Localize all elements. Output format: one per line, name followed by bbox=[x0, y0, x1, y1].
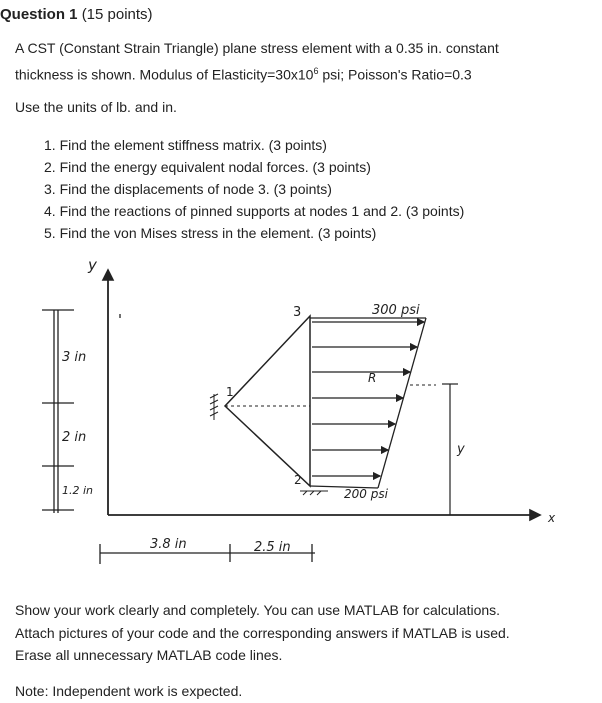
task-item: 5. Find the von Mises stress in the element. (3 points) bbox=[44, 225, 377, 241]
node2-label: 2 bbox=[294, 473, 302, 487]
dim-2-in: 2 in bbox=[62, 430, 87, 445]
footer-line-1: Show your work clearly and completely. You can use MATLAB for calculations. bbox=[15, 602, 501, 618]
cst-triangle bbox=[225, 316, 310, 486]
right-dimension bbox=[442, 384, 458, 515]
bottom-load-label: 200 psi bbox=[344, 487, 388, 501]
node3-label: 3 bbox=[293, 305, 302, 320]
node1-pinned-support bbox=[210, 394, 218, 420]
dim-1-2-in: 1.2 in bbox=[62, 484, 94, 497]
dim-2-5-in: 2.5 in bbox=[254, 540, 291, 555]
load-arrows bbox=[312, 322, 424, 476]
footer-line-2: Attach pictures of your code and the corresponding answers if MATLAB is used. bbox=[15, 625, 510, 641]
distributed-load bbox=[310, 318, 426, 488]
dim-3-in: 3 in bbox=[62, 350, 87, 365]
cst-element-figure bbox=[0, 248, 602, 578]
task-item: 4. Find the reactions of pinned supports at nodes 1 and 2. (3 points) bbox=[44, 203, 465, 219]
exponent: 6 bbox=[313, 66, 319, 76]
resultant-label: R bbox=[368, 371, 377, 385]
right-dim-label: y bbox=[457, 442, 465, 457]
left-dimension-chain bbox=[42, 310, 74, 513]
task-item: 3. Find the displacements of node 3. (3 points) bbox=[44, 181, 332, 197]
question-title: Question 1 bbox=[0, 6, 78, 23]
footer-note: Note: Independent work is expected. bbox=[15, 683, 243, 699]
task-item: 2. Find the energy equivalent nodal forces. (3 points) bbox=[44, 159, 371, 175]
question-points: (15 points) bbox=[81, 6, 153, 23]
x-axis-label: x bbox=[548, 511, 556, 525]
question-header bbox=[0, 6, 153, 23]
intro-line-2: thickness is shown. Modulus of $Elasticity=30x10^6$ psi; Poisson's Ratio=0.3 bbox=[15, 66, 472, 83]
task-list bbox=[44, 134, 464, 244]
y-axis-label: y bbox=[88, 256, 97, 274]
node2-pinned-support bbox=[300, 491, 328, 495]
footer-line-3: Erase all unnecessary MATLAB code lines. bbox=[15, 647, 283, 663]
units-line: Use the units of lb. and in. bbox=[15, 99, 177, 115]
intro-line-1: A CST (Constant Strain Triangle) plane stress element with a 0.35 in. constant bbox=[15, 40, 499, 56]
node1-label: 1 bbox=[226, 385, 234, 399]
dim-3-8-in: 3.8 in bbox=[150, 537, 187, 552]
top-load-label: 300 psi bbox=[372, 303, 420, 318]
task-item: 1. Find the element stiffness matrix. (3 points) bbox=[44, 137, 327, 153]
